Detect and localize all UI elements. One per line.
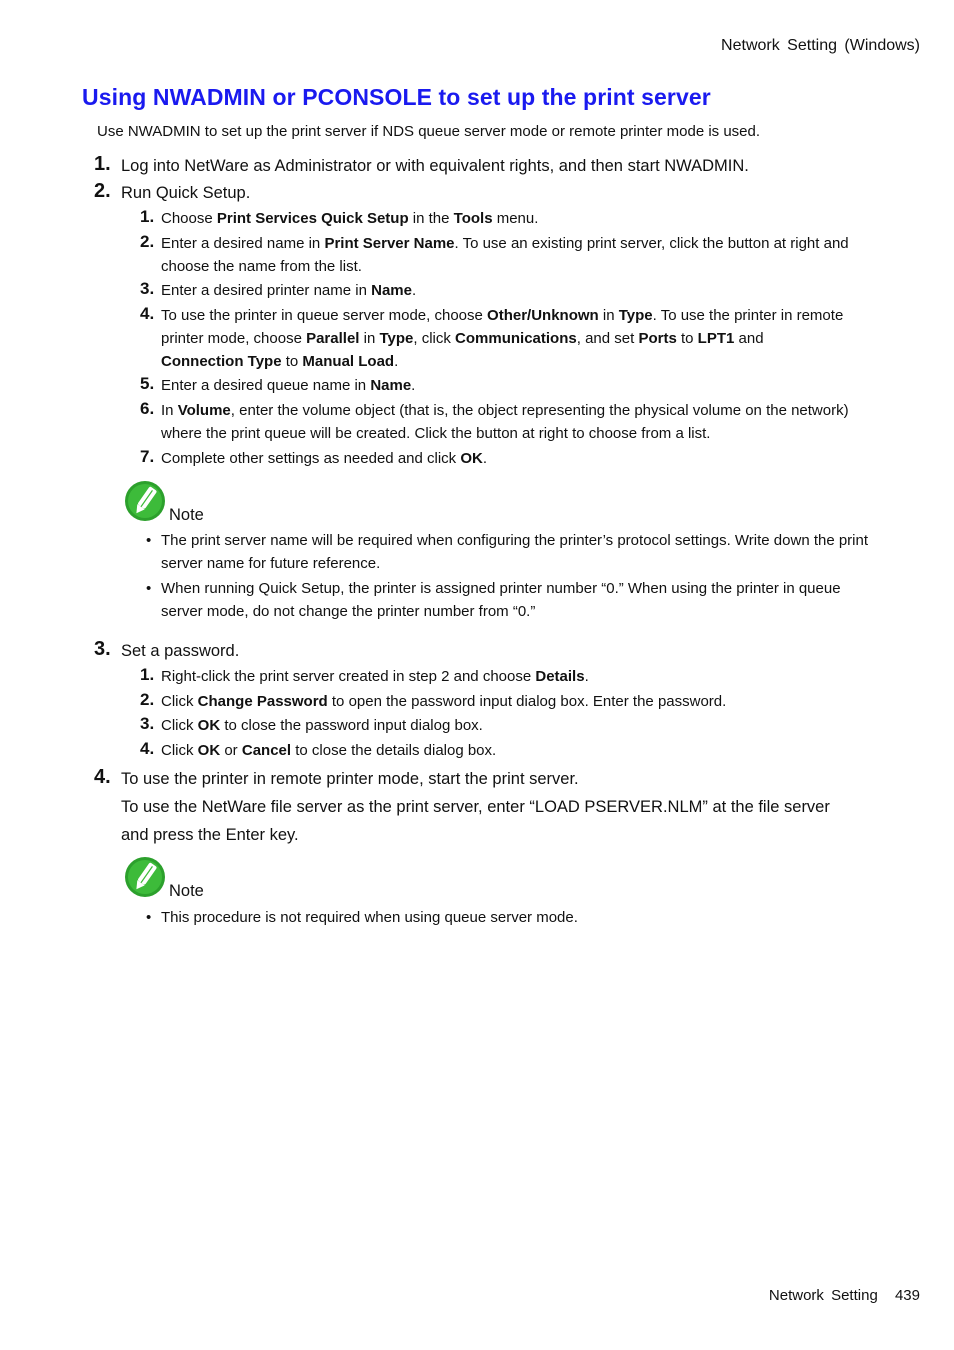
substep-number: 3.: [140, 279, 155, 298]
note-bullet: • When running Quick Setup, the printer is assigned printer number “0.” When using the printer in queue server mode, do not change the printer number from “0.”: [146, 580, 841, 620]
substep-text: Choose Print Services Quick Setup in the Tools menu.: [161, 210, 539, 227]
substep-2-6: [140, 399, 875, 445]
substep-2-3: [140, 279, 875, 302]
substep-text: Click Change Password to open the password input dialog box. Enter the password.: [161, 693, 727, 710]
substep-number: 4.: [140, 304, 155, 323]
footer-section: Network Setting: [768, 1287, 878, 1304]
substep-number: 4.: [140, 739, 155, 758]
note-bullet: • This procedure is not required when using queue server mode.: [146, 909, 578, 926]
substep-3-4: [140, 739, 875, 762]
page-number: 439: [894, 1287, 920, 1304]
substep-2-5: [140, 374, 875, 397]
step-4: [94, 765, 854, 849]
step-3: [94, 637, 854, 665]
substep-number: 1.: [140, 665, 155, 684]
substep-text: Right-click the print server created in step 2 and choose Details.: [161, 668, 589, 685]
substep-text: In Volume, enter the volume object (that is, the object representing the physical volume on the network) where the print queue will be created. Click the button at right to choose from a list.: [161, 402, 849, 442]
step-number: 4.: [94, 766, 111, 788]
step-text-continued: To use the NetWare file server as the print server, enter “LOAD PSERVER.NLM” at the file server and press the Enter key.: [121, 798, 830, 844]
note-label: Note: [169, 506, 204, 524]
note-pencil-icon: [124, 480, 166, 522]
substep-text: Enter a desired queue name in Name.: [161, 377, 416, 394]
step-1: [94, 152, 854, 180]
substep-number: 5.: [140, 374, 155, 393]
substep-text: Enter a desired name in Print Server Name. To use an existing print server, click the button at right and choose the name from the list.: [161, 235, 849, 275]
substep-number: 6.: [140, 399, 155, 418]
note-label: Note: [169, 882, 204, 900]
substep-number: 2.: [140, 232, 155, 251]
step-text: Set a password.: [121, 642, 240, 660]
step-number: 1.: [94, 153, 111, 175]
step-text: Run Quick Setup.: [121, 184, 251, 202]
substep-2-2: [140, 232, 875, 278]
substep-3-2: [140, 690, 875, 713]
page-footer: [769, 1287, 920, 1304]
substep-2-1: [140, 207, 875, 230]
substep-number: 2.: [140, 690, 155, 709]
page-title: Using NWADMIN or PCONSOLE to set up the print server: [82, 84, 711, 110]
note-pencil-icon: [124, 856, 166, 898]
substep-text: Enter a desired printer name in Name.: [161, 282, 417, 299]
substep-number: 7.: [140, 447, 155, 466]
step-number: 2.: [94, 180, 111, 202]
step-number: 3.: [94, 638, 111, 660]
substep-number: 1.: [140, 207, 155, 226]
substep-3-3: [140, 714, 875, 737]
step-text: Log into NetWare as Administrator or with equivalent rights, and then start NWADMIN.: [121, 157, 749, 175]
note-bullet: • The print server name will be required when configuring the printer’s protocol settings. Write down the print server name for future reference.: [146, 532, 869, 572]
substep-2-7: [140, 447, 875, 470]
step-2: [94, 179, 854, 207]
substep-text: Click OK to close the password input dialog box.: [161, 717, 483, 734]
substep-number: 3.: [140, 714, 155, 733]
substep-text: To use the printer in queue server mode, choose Other/Unknown in Type. To use the printer in remote printer mode, choose Parallel in Type, click Communications, and set Ports to LPT1 and Connection Type to Manual Load.: [161, 307, 844, 370]
substep-3-1: [140, 665, 875, 688]
intro-text: Use NWADMIN to set up the print server if NDS queue server mode or remote printer mode is used.: [97, 123, 761, 140]
step-text: To use the printer in remote printer mode, start the print server.: [121, 770, 579, 788]
substep-text: Complete other settings as needed and click OK.: [161, 450, 488, 467]
running-header: Network Setting (Windows): [721, 37, 920, 54]
substep-2-4: [140, 304, 875, 373]
substep-text: Click OK or Cancel to close the details dialog box.: [161, 742, 497, 759]
